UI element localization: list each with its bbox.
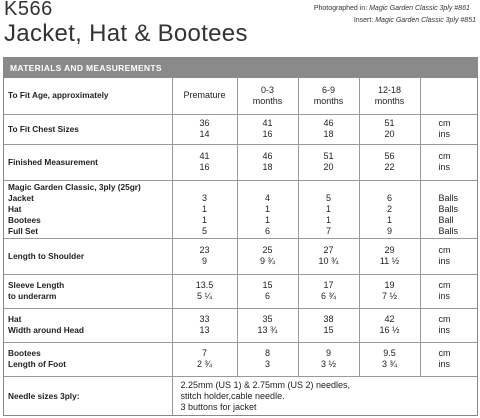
cell-value: 56	[384, 151, 395, 161]
cell-value: 2 ¾	[196, 359, 212, 369]
size-cell	[172, 342, 237, 376]
row-label-line: Magic Garden Classic, 3ply (25gr)	[8, 181, 141, 192]
size-cell	[172, 144, 237, 180]
needle-line: 2.25mm (US 1) & 2.75mm (US 2) needles,	[180, 379, 351, 390]
table-row	[4, 180, 477, 238]
size-cell	[237, 342, 298, 376]
cell-value: 7 ½	[381, 291, 397, 301]
section-header: MATERIALS AND MEASUREMENTS	[4, 58, 477, 78]
cell-value: 36	[199, 118, 210, 128]
cell-value: 6	[386, 192, 392, 203]
row-label-line: To Fit Chest Sizes	[8, 123, 79, 134]
cell-value: 3	[264, 359, 270, 369]
needle-details	[172, 376, 477, 416]
unit-value: Balls	[438, 225, 459, 236]
unit-value: cm	[438, 348, 451, 358]
row-label-line: Hat	[8, 314, 22, 324]
size-cell	[359, 238, 420, 274]
size-cell	[298, 274, 359, 308]
cell-value: 1	[264, 214, 270, 225]
cell-value: 13.5	[195, 280, 214, 290]
size-cell	[172, 274, 237, 308]
cell-value: 5	[325, 192, 331, 203]
unit-value: cm	[438, 245, 451, 255]
size-cell	[298, 144, 359, 180]
size-cell	[359, 114, 420, 144]
unit-value: cm	[438, 280, 451, 290]
size-cell	[237, 78, 298, 114]
cell-value: 41	[199, 151, 210, 161]
table-row	[4, 78, 477, 114]
pattern-code: K566	[4, 0, 53, 20]
cell-value: 16	[199, 162, 210, 172]
cell-value: 4	[264, 192, 270, 203]
materials-table-box	[3, 57, 478, 416]
cell-value: 9.5	[383, 348, 396, 358]
size-cell	[298, 238, 359, 274]
row-label	[4, 114, 172, 144]
needle-label: Needle sizes 3ply:	[4, 376, 172, 416]
cell-value: 2	[386, 203, 392, 214]
unit-value: Ball	[438, 214, 454, 225]
cell-value: 12-18	[377, 84, 402, 95]
row-label	[4, 78, 172, 114]
cell-value: 14	[199, 129, 210, 139]
cell-value: 51	[323, 151, 334, 161]
unit-cell	[420, 114, 477, 144]
cell-value	[360, 182, 420, 193]
unit-value: ins	[438, 162, 451, 172]
row-label-line: Finished Measurement	[8, 156, 98, 167]
photographed-line: Photographed in: Magic Garden Classic 3ply #861	[313, 5, 470, 12]
unit-value	[439, 182, 478, 193]
cell-value: 1	[264, 203, 270, 214]
size-cell	[298, 114, 359, 144]
size-cell	[298, 308, 359, 342]
size-cell	[359, 274, 420, 308]
cell-value: 1	[386, 214, 392, 225]
unit-value: ins	[438, 359, 451, 369]
cell-value: 9	[386, 225, 392, 236]
needle-line: 3 buttons for jacket	[180, 401, 257, 412]
row-label	[4, 144, 172, 180]
row-label	[4, 274, 172, 308]
unit-cell	[420, 342, 477, 376]
cell-value: 18	[262, 162, 273, 172]
cell-value: months	[252, 95, 283, 106]
cell-value: months	[313, 95, 344, 106]
cell-value: 41	[262, 118, 273, 128]
unit-cell	[420, 78, 477, 114]
needle-line: stitch holder,cable needle.	[180, 390, 285, 401]
row-label-line: Bootees	[8, 348, 41, 358]
size-cell	[237, 144, 298, 180]
cell-value: 35	[262, 314, 273, 324]
cell-value: 5 ¼	[196, 291, 212, 301]
row-label-line: Length to Shoulder	[8, 250, 85, 261]
photo-credits	[314, 3, 476, 27]
size-cell	[359, 144, 420, 180]
cell-value: 16 ½	[379, 325, 400, 335]
row-label-line: Full Set	[8, 225, 38, 236]
unit-cell	[420, 308, 477, 342]
size-cell	[359, 180, 420, 238]
cell-value: 11 ½	[379, 256, 400, 266]
cell-value: 10 ¾	[318, 256, 339, 266]
insert-line: Insert: Magic Garden Classic 3ply #851	[353, 17, 476, 24]
cell-value	[173, 182, 237, 193]
size-cell	[359, 342, 420, 376]
cell-value: 51	[384, 118, 395, 128]
unit-value: cm	[438, 151, 451, 161]
unit-value: cm	[438, 118, 451, 128]
unit-cell	[420, 144, 477, 180]
cell-value: 6 ¾	[320, 291, 336, 301]
row-label-line: To Fit Age, approximately	[8, 90, 109, 101]
cell-value: 13	[199, 325, 210, 335]
cell-value: 33	[199, 314, 210, 324]
unit-cell	[420, 274, 477, 308]
size-cell	[359, 78, 420, 114]
cell-value: 7	[325, 225, 331, 236]
size-cell	[237, 274, 298, 308]
size-cell	[359, 308, 420, 342]
size-cell	[172, 114, 237, 144]
unit-value: cm	[438, 314, 451, 324]
cell-value: 3 ½	[320, 359, 336, 369]
table-row	[4, 308, 477, 342]
table-row	[4, 274, 477, 308]
size-cell	[237, 308, 298, 342]
unit-value: Balls	[438, 203, 459, 214]
cell-value: 1	[201, 214, 207, 225]
cell-value: 6	[264, 225, 270, 236]
unit-value: ins	[438, 129, 451, 139]
cell-value: 29	[384, 245, 395, 255]
size-cell	[298, 180, 359, 238]
row-label-line: Length of Foot	[8, 359, 67, 369]
cell-value: 3	[201, 192, 207, 203]
cell-value: 5	[201, 225, 207, 236]
size-cell	[237, 180, 298, 238]
size-cell	[298, 342, 359, 376]
row-label-line: Sleeve Length	[8, 280, 65, 290]
unit-value: ins	[438, 291, 451, 301]
table-row	[4, 114, 477, 144]
cell-value	[238, 182, 298, 193]
materials-table	[4, 78, 477, 416]
cell-value: 46	[262, 151, 273, 161]
cell-value: 15	[262, 280, 273, 290]
cell-value: 9	[325, 348, 331, 358]
cell-value: 6-9	[321, 84, 335, 95]
row-label	[4, 342, 172, 376]
unit-value: ins	[438, 325, 451, 335]
cell-value: Premature	[183, 90, 226, 101]
cell-value: 25	[262, 245, 273, 255]
row-label-line: Width around Head	[8, 325, 84, 335]
size-cell	[172, 238, 237, 274]
table-row	[4, 342, 477, 376]
cell-value: 16	[262, 129, 273, 139]
cell-value: 19	[384, 280, 395, 290]
size-cell	[172, 308, 237, 342]
cell-value: 20	[384, 129, 395, 139]
cell-value: months	[374, 95, 405, 106]
table-row	[4, 238, 477, 274]
cell-value: 3 ¾	[381, 359, 397, 369]
cell-value: 1	[201, 203, 207, 214]
row-label	[4, 308, 172, 342]
cell-value: 1	[325, 214, 331, 225]
size-cell	[172, 78, 237, 114]
size-cell	[237, 238, 298, 274]
row-label	[4, 180, 172, 238]
cell-value: 1	[325, 203, 331, 214]
cell-value: 23	[199, 245, 210, 255]
cell-value: 6	[264, 291, 270, 301]
unit-value: ins	[438, 256, 451, 266]
unit-value: Balls	[438, 192, 459, 203]
cell-value: 0-3	[260, 84, 274, 95]
cell-value: 46	[323, 118, 334, 128]
size-cell	[237, 114, 298, 144]
cell-value: 18	[323, 129, 334, 139]
row-label	[4, 238, 172, 274]
cell-value: 22	[384, 162, 395, 172]
cell-value: 27	[323, 245, 334, 255]
row-label-line: to underarm	[8, 291, 57, 301]
needle-row	[4, 376, 477, 416]
unit-cell	[420, 180, 477, 238]
unit-value	[439, 90, 478, 101]
pattern-title: Jacket, Hat & Bootees	[4, 20, 248, 47]
cell-value: 7	[201, 348, 207, 358]
cell-value: 38	[323, 314, 334, 324]
unit-cell	[420, 238, 477, 274]
size-cell	[298, 78, 359, 114]
cell-value: 15	[323, 325, 334, 335]
cell-value	[299, 182, 359, 193]
row-label-line: Bootees	[8, 214, 41, 225]
row-label-line: Hat	[8, 203, 22, 214]
row-label-line: Jacket	[8, 192, 34, 203]
cell-value: 17	[323, 280, 334, 290]
cell-value: 13 ¾	[257, 325, 278, 335]
cell-value: 42	[384, 314, 395, 324]
size-cell	[172, 180, 237, 238]
cell-value: 20	[323, 162, 334, 172]
table-row	[4, 144, 477, 180]
cell-value: 9 ¾	[259, 256, 275, 266]
cell-value: 8	[264, 348, 270, 358]
cell-value: 9	[201, 256, 207, 266]
